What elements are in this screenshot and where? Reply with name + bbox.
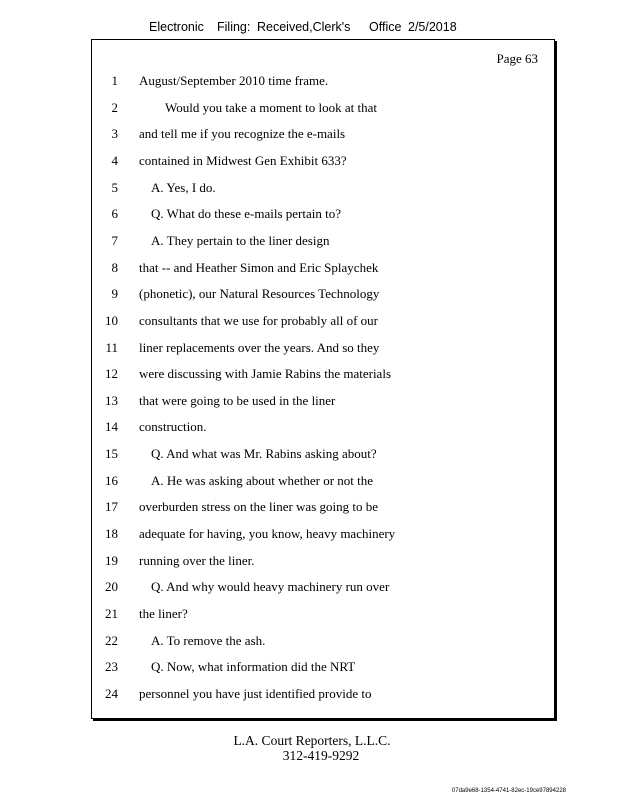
line-text: personnel you have just identified provide to — [139, 685, 372, 701]
transcript-line — [92, 231, 554, 251]
line-number: 14 — [105, 419, 118, 435]
line-number: 24 — [105, 685, 118, 701]
transcript-line — [92, 471, 554, 491]
transcript-page — [91, 39, 555, 719]
transcript-line — [92, 204, 554, 224]
line-text: Q. Now, what information did the NRT — [151, 659, 356, 675]
line-number: 8 — [111, 259, 118, 275]
line-number: 4 — [111, 152, 118, 168]
line-number: 20 — [105, 579, 118, 595]
line-text: running over the liner. — [139, 552, 255, 568]
line-number: 15 — [105, 446, 118, 462]
line-text: Q. And why would heavy machinery run over — [151, 579, 390, 595]
transcript-line — [92, 151, 554, 171]
transcript-line — [92, 551, 554, 571]
line-text: A. He was asking about whether or not the — [151, 472, 374, 488]
line-text: A. Yes, I do. — [151, 179, 216, 195]
transcript-line — [92, 684, 554, 704]
transcript-line — [92, 258, 554, 278]
line-text: and tell me if you recognize the e-mails — [139, 126, 346, 142]
line-number: 16 — [105, 472, 118, 488]
document-hash: 07da9e68-1354-4741-82ec-19ce97894228 — [451, 788, 566, 794]
line-text: Q. What do these e-mails pertain to? — [151, 206, 342, 222]
transcript-line — [92, 497, 554, 517]
line-text: contained in Midwest Gen Exhibit 633? — [139, 152, 347, 168]
filing-stamp-header — [0, 20, 618, 38]
filing-stamp-office: Office — [369, 20, 402, 34]
transcript-line — [92, 524, 554, 544]
filing-stamp-electronic: Electronic — [149, 20, 204, 34]
filing-stamp-filing: Filing: — [217, 20, 251, 34]
transcript-line — [92, 124, 554, 144]
line-text: construction. — [139, 419, 207, 435]
line-number: 1 — [111, 73, 118, 88]
court-reporter-phone: 312-419-9292 — [282, 748, 360, 763]
filing-stamp-received: Received,Clerk's — [257, 20, 351, 34]
line-number: 17 — [105, 499, 118, 515]
transcript-line — [92, 364, 554, 384]
line-number: 18 — [105, 526, 118, 542]
transcript-line — [92, 657, 554, 677]
line-text: (phonetic), our Natural Resources Technology — [139, 286, 380, 302]
line-number: 5 — [111, 179, 118, 195]
line-number: 22 — [105, 632, 118, 648]
line-text: that -- and Heather Simon and Eric Splaychek — [139, 259, 379, 275]
line-number: 2 — [111, 99, 118, 115]
line-number: 21 — [105, 606, 118, 621]
line-text: consultants that we use for probably all of our — [139, 312, 378, 328]
line-number: 13 — [105, 392, 118, 408]
transcript-line — [92, 391, 554, 411]
transcript-line — [92, 98, 554, 118]
line-text: adequate for having, you know, heavy machinery — [139, 526, 396, 542]
line-number: 9 — [111, 286, 118, 302]
filing-stamp-date: 2/5/2018 — [408, 20, 457, 34]
line-text: A. To remove the ash. — [151, 632, 266, 648]
line-number: 12 — [105, 366, 118, 382]
line-number: 11 — [105, 339, 118, 355]
line-text: were discussing with Jamie Rabins the materials — [139, 366, 392, 382]
transcript-line — [92, 631, 554, 651]
page-number: Page 63 — [496, 51, 538, 66]
line-text: Would you take a moment to look at that — [165, 99, 377, 115]
line-number: 7 — [111, 232, 118, 248]
transcript-line — [92, 444, 554, 464]
line-text: liner replacements over the years. And so they — [139, 339, 380, 355]
line-number: 3 — [111, 126, 118, 142]
line-text: August/September 2010 time frame. — [139, 73, 329, 88]
transcript-line — [92, 71, 554, 91]
line-number: 19 — [105, 552, 118, 568]
line-number: 10 — [105, 312, 118, 328]
transcript-line — [92, 178, 554, 198]
line-text: A. They pertain to the liner design — [151, 232, 330, 248]
line-number: 6 — [111, 206, 118, 222]
transcript-line — [92, 338, 554, 358]
line-text: that were going to be used in the liner — [139, 392, 336, 408]
line-text: the liner? — [139, 606, 188, 621]
transcript-line — [92, 417, 554, 437]
line-text: overburden stress on the liner was going to be — [139, 499, 379, 515]
transcript-line — [92, 311, 554, 331]
line-number: 23 — [105, 659, 118, 675]
line-text: Q. And what was Mr. Rabins asking about? — [151, 446, 377, 462]
court-reporter-name: L.A. Court Reporters, L.L.C. — [233, 733, 391, 748]
transcript-line — [92, 604, 554, 624]
transcript-line — [92, 284, 554, 304]
transcript-line — [92, 577, 554, 597]
